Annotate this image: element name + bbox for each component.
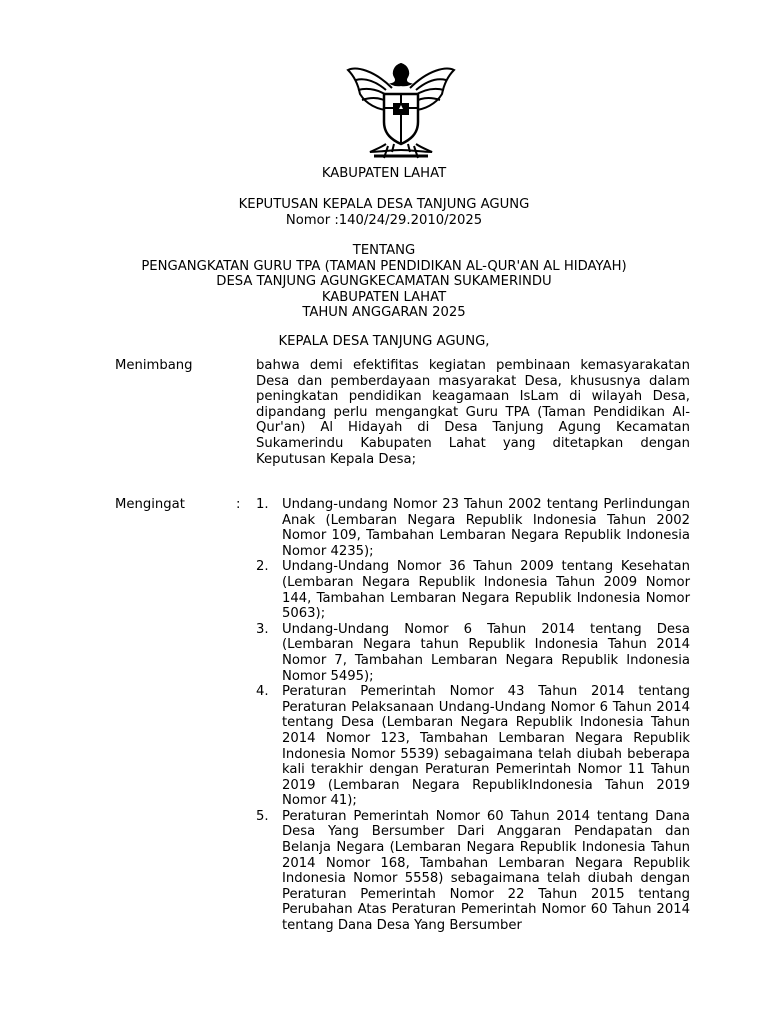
mengingat-label: Mengingat bbox=[115, 497, 185, 512]
header-block-4 bbox=[0, 334, 768, 350]
mengingat-colon: : bbox=[236, 497, 241, 512]
decree-number: Nomor :140/24/29.2010/2025 bbox=[285, 212, 483, 228]
list-item-number: 5. bbox=[256, 808, 269, 824]
subject-line: TAHUN ANGGARAN 2025 bbox=[302, 305, 466, 321]
list-item-text: Undang-undang Nomor 23 Tahun 2002 tentang Perlindungan Anak (Lembaran Negara Republik Indonesia Tahun 2002 Nomor 109, Tambahan Lembaran Negara Republik Indonesia Nomor 4235); bbox=[282, 497, 690, 559]
subject-line: DESA TANJUNG AGUNGKECAMATAN SUKAMERINDU bbox=[216, 274, 552, 290]
list-item-number: 1. bbox=[256, 497, 269, 512]
list-item bbox=[256, 559, 690, 621]
list-item bbox=[256, 497, 690, 559]
about-heading: TENTANG bbox=[352, 243, 416, 258]
list-item-text: Undang-Undang Nomor 36 Tahun 2009 tentang Kesehatan (Lembaran Negara Republik Indonesia Tahun 2009 Nomor 144, Tambahan Lembaran Negara Republik Indonesia Nomor 5063); bbox=[282, 559, 690, 622]
garuda-emblem-icon bbox=[344, 60, 458, 164]
list-item-number: 4. bbox=[256, 684, 269, 700]
list-item-number: 3. bbox=[256, 621, 269, 637]
list-item-text: Peraturan Pemerintah Nomor 60 Tahun 2014 tentang Dana Desa Yang Bersumber Dari Anggaran Pendapatan dan Belanja Negara (Lembaran Negara Republik Indonesia Tahun 2014 Nomor 168, Tambahan Lembaran Negara Republik Indonesia Nomor 5558) sebagaimana telah diubah dengan Peraturan Pemerintah Nomor 22 Tahun 2015 tentang Perubahan Atas Peraturan Pemerintah Nomor 60 Tahun 2014 tentang Dana Desa Yang Bersumber bbox=[282, 808, 690, 934]
menimbang-text: bahwa demi efektifitas kegiatan pembinaan kemasyarakatan Desa dan pemberdayaan masyarakat Desa, khususnya dalam peningkatan pendidikan keagamaan IsLam di wilayah Desa, dipandang perlu mengangkat Guru TPA (Taman Pendidikan Al-Qur'an) Al Hidayah di Desa Tanjung Agung Kecamatan Sukamerindu Kabupaten Lahat yang ditetapkan dengan Keputusan Kepala Desa; bbox=[256, 358, 690, 467]
list-item bbox=[256, 622, 690, 684]
list-item-text: Peraturan Pemerintah Nomor 43 Tahun 2014 tentang Peraturan Pelaksanaan Undang-Undang Nomor 6 Tahun 2014 tentang Desa (Lembaran Negara Republik Indonesia Tahun 2014 Nomor 123, Tambahan Lembaran Negara Republik Indonesia Nomor 5539) sebagaimana telah diubah beberapa kali terakhir dengan Peraturan Pemerintah Nomor 11 Tahun 2019 (Lembaran Negara RepublikIndonesia Tahun 2019 Nomor 41); bbox=[282, 684, 690, 809]
list-item-text: Undang-Undang Nomor 6 Tahun 2014 tentang Desa (Lembaran Negara tahun Republik Indonesia Tahun 2014 Nomor 7, Tambahan Lembaran Negara Republik Indonesia Nomor 5495); bbox=[282, 621, 690, 684]
menimbang-label: Menimbang bbox=[115, 358, 193, 373]
list-item bbox=[256, 684, 690, 809]
issuer-heading: KEPALA DESA TANJUNG AGUNG, bbox=[278, 334, 490, 349]
header-block-3 bbox=[0, 243, 768, 321]
list-item bbox=[256, 809, 690, 934]
regency-heading: KABUPATEN LAHAT bbox=[321, 166, 447, 181]
subject-line: PENGANGKATAN GURU TPA (TAMAN PENDIDIKAN AL-QUR'AN AL HIDAYAH) bbox=[141, 258, 627, 274]
mengingat-list bbox=[256, 497, 690, 934]
subject-line: KABUPATEN LAHAT bbox=[321, 289, 447, 305]
list-item-number: 2. bbox=[256, 559, 269, 575]
decree-title: KEPUTUSAN KEPALA DESA TANJUNG AGUNG bbox=[238, 197, 530, 212]
header-block-2 bbox=[0, 197, 768, 228]
header-block-1 bbox=[0, 166, 768, 182]
